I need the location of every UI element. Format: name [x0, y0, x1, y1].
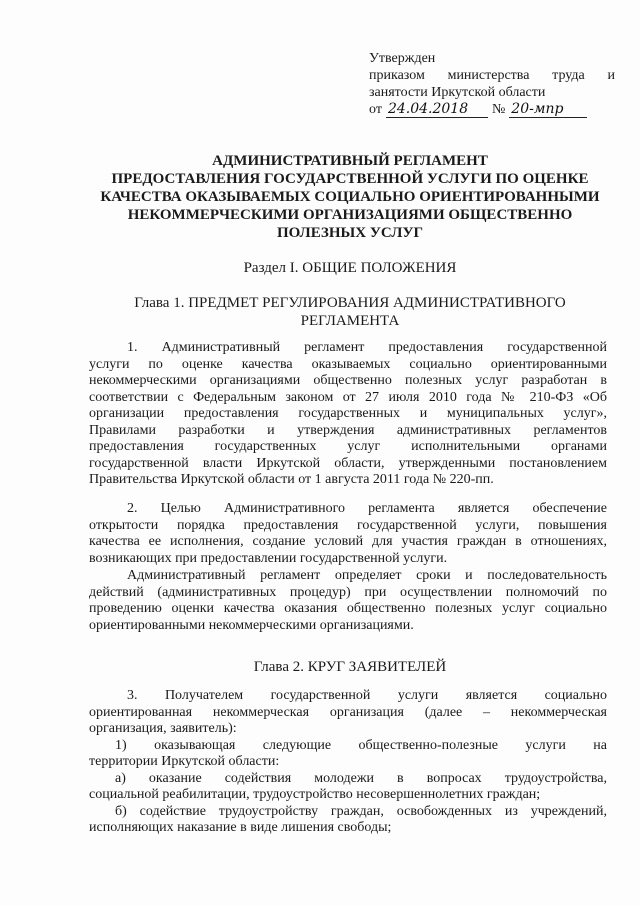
chapter-heading: Глава 2. КРУГ ЗАЯВИТЕЛЕЙ [253, 659, 447, 675]
handwritten-number: 20-мпр [509, 102, 587, 118]
paragraph: Административный регламент определяет сроки и последовательность действий (административных процедур) при осуществлении полномочий по проведению оценки качества оказания общественно полезных услуг социально ориентированными некоммерческими организациями. [89, 568, 607, 633]
approval-date-number [369, 101, 615, 118]
approval-line: занятости Иркутской области [369, 85, 546, 100]
section-heading: Раздел I. ОБЩИЕ ПОЛОЖЕНИЯ [243, 260, 457, 276]
chapter-heading: Глава 1. ПРЕДМЕТ РЕГУЛИРОВАНИЯ АДМИНИСТРАТИВНОГО РЕГЛАМЕНТА [134, 295, 566, 329]
from-label: от [369, 102, 382, 117]
paragraph: 2. Целью Административного регламента является обеспечение открытости порядка предоставления государственной услуги, повышения качества ее исполнения, создание условий для участия граждан в отношениях, возникающих при предоставлении государственной услуги. [89, 501, 607, 566]
approval-line: приказом министерства труда и [369, 68, 615, 83]
handwritten-date: 24.04.2018 [386, 102, 488, 118]
number-label: № [491, 102, 506, 117]
approval-stamp [369, 50, 615, 118]
document-title: АДМИНИСТРАТИВНЫЙ РЕГЛАМЕНТ ПРЕДОСТАВЛЕНИЯ ГОСУДАРСТВЕННОЙ УСЛУГИ ПО ОЦЕНКЕ КАЧЕСТВА ОКАЗЫВАЕМЫХ СОЦИАЛЬНО ОРИЕНТИРОВАННЫМИ НЕКОММЕРЧЕСКИМИ ОРГАНИЗАЦИЯМИ ОБЩЕСТВЕННО ПОЛЕЗНЫХ УСЛУГ [100, 153, 600, 241]
paragraph: 1. Административный регламент предоставления государственной услуги по оценке качества оказываемых социально ориентированными некоммерческими организациями общественно полезных услуг разработан в соответствии с Федеральным законом от 27 июля 2010 года № 210-ФЗ «Об организации предоставления государственных и муниципальных услуг», Правилами разработки и утверждения административных регламентов предоставления государственных услуг исполнительными органами государственной власти Иркутской области, утвержденными постановлением Правительства Иркутской области от 1 августа 2011 года № 220-пп. [89, 340, 607, 487]
paragraph: 3. Получателем государственной услуги является социально ориентированная некоммерческая организация (далее – некоммерческая организация, заявитель): 1) оказывающая следующие общественно-полезные услуги на территории Иркутской области: а) оказание содействия молодежи в вопросах трудоустройства, социальной реабилитации, трудоустройство несовершеннолетних граждан; б) содействие трудоустройству граждан, освобожденных из учреждений, исполняющих наказание в виде лишения свободы; [89, 688, 607, 835]
approval-line: Утвержден [369, 51, 436, 66]
